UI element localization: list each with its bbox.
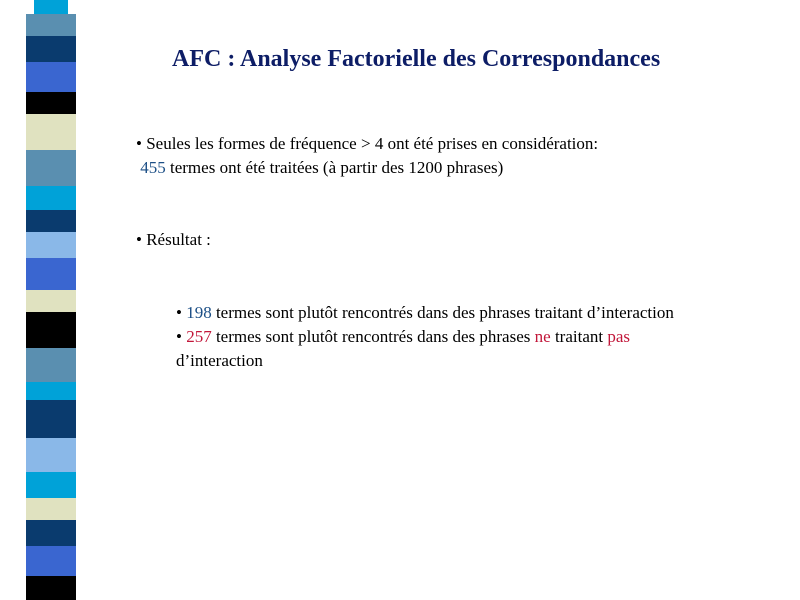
emphasis-ne: ne: [534, 327, 551, 346]
sub-bullet-1: [176, 303, 674, 323]
stripe-segment: [26, 150, 76, 186]
stripe-segment: [26, 92, 76, 114]
decorative-stripe-bar: [26, 0, 76, 600]
emphasis-pas: pas: [607, 327, 631, 346]
stripe-segment: [26, 348, 76, 382]
stripe-segment: [26, 400, 76, 438]
bullet-1-line-2-text: termes ont été traitées (à partir des 1200 phrases): [170, 158, 504, 177]
stripe-segment: [26, 520, 76, 546]
stripe-segment: [34, 0, 68, 14]
bullet-marker: •: [176, 327, 182, 346]
sub-bullet-2-line-2: d’interaction: [176, 351, 263, 370]
stripe-segment: [26, 14, 76, 36]
slide-title: AFC : Analyse Factorielle des Correspondances: [172, 46, 661, 72]
stripe-segment: [26, 546, 76, 576]
bullet-marker: •: [176, 303, 182, 322]
stripe-segment: [26, 210, 76, 232]
sub-bullet-2-line-1: [176, 327, 630, 347]
terms-count-198: 198: [186, 303, 212, 322]
stripe-segment: [26, 576, 76, 600]
stripe-segment: [26, 232, 76, 258]
bullet-1-line-2: [136, 158, 503, 178]
result-label: Résultat :: [146, 230, 211, 249]
stripe-segment: [26, 62, 76, 92]
bullet-marker: •: [136, 134, 142, 153]
stripe-segment: [26, 114, 76, 150]
terms-count-455: 455: [140, 158, 166, 177]
sub-bullet-2-text-a: termes sont plutôt rencontrés dans des phrases: [215, 327, 531, 346]
stripe-segment: [26, 290, 76, 312]
sub-bullet-1-text: termes sont plutôt rencontrés dans des phrases traitant d’interaction: [215, 303, 674, 322]
stripe-segment: [26, 382, 76, 400]
stripe-segment: [26, 186, 76, 210]
stripe-segment: [26, 312, 76, 348]
bullet-2: [136, 230, 211, 250]
terms-count-257: 257: [186, 327, 212, 346]
stripe-segment: [26, 36, 76, 62]
bullet-1-text: Seules les formes de fréquence > 4 ont été prises en considération:: [146, 134, 599, 153]
sub-bullet-2-text-b: traitant: [554, 327, 604, 346]
stripe-segment: [26, 438, 76, 472]
stripe-segment: [26, 472, 76, 498]
stripe-segment: [26, 258, 76, 290]
bullet-marker: •: [136, 230, 142, 249]
bullet-1-line-1: [136, 134, 598, 154]
stripe-segment: [26, 498, 76, 520]
